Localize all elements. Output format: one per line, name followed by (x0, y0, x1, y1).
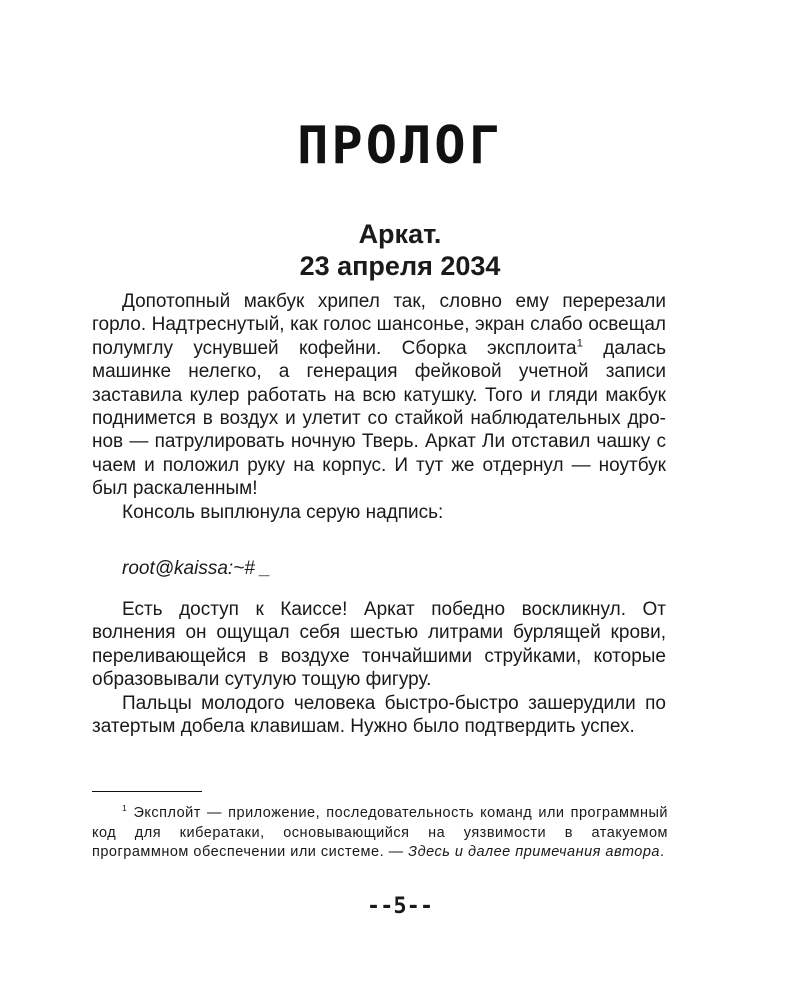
section-heading (0, 218, 800, 282)
footnote-text: Эксплойт — приложение, последовательность команд или программный код для кибератаки, основывающийся на уязвимости в атакуемом программном обеспечении или системе. — (92, 805, 668, 860)
section-heading-date: 23 апреля 2034 (299, 251, 501, 281)
paragraph-text: Допотопный макбук хрипел так, словно ему перерезали горло. Надтреснутый, как голос шансонье, экран слабо освещал полумглу уснувшей кофейни. Сборка эксплоита (92, 291, 666, 359)
footnote-end: . (660, 844, 665, 860)
footnote-attribution: Здесь и далее примечания автора (408, 844, 660, 860)
paragraph-text: далась машинке нелегко, а генерация фейковой учетной записи заставила кулер работать на всю катушку. Того и гляди макбук поднимется в воздух и улетит со стайкой наблюдательных дронов — патрулировать ночную Тверь. Аркат Ли отставил чашку с чаем и положил руку на корпус. И тут же отдернул — ноутбук был раскаленным! (92, 337, 666, 500)
section-heading-name: Аркат. (358, 219, 442, 249)
body-text-before-prompt (92, 290, 666, 524)
paragraph (92, 290, 666, 501)
paragraph: Консоль выплюнула серую надпись: (122, 501, 444, 523)
footnote-number: 1 (122, 803, 128, 814)
page-number: --5-- (366, 894, 434, 919)
footnote-reference: 1 (576, 337, 583, 350)
paragraph: Есть доступ к Каиссе! Аркат победно воскликнул. От волнения он ощущал себя шестью литрами бурлящей крови, переливающейся в воздухе тончайшими струйками, которые образовывали сутулую тощую фигуру. (92, 599, 666, 691)
body-text-after-prompt (92, 598, 666, 738)
chapter-title: ПРОЛОГ (297, 116, 503, 176)
console-prompt: root@kaissa:~# _ (122, 558, 271, 579)
footnote-divider (92, 791, 202, 792)
footnote (92, 804, 668, 863)
paragraph: Пальцы молодого человека быстро-быстро зашерудили по затертым добела клавишам. Нужно было подтвердить успех. (92, 692, 666, 738)
